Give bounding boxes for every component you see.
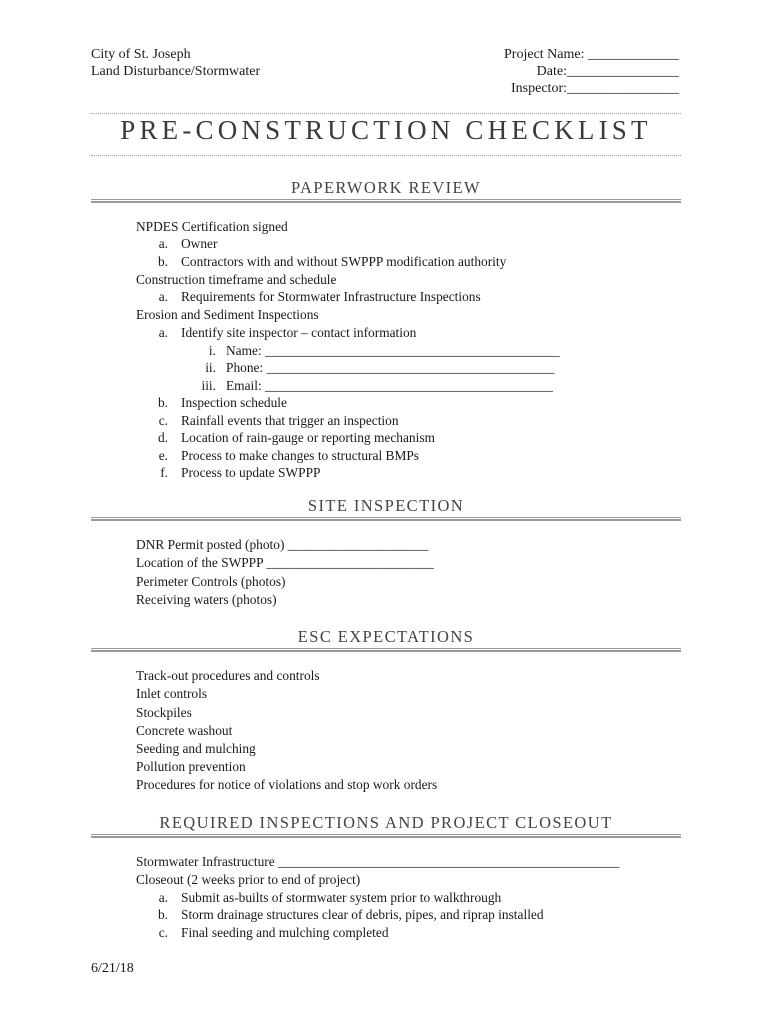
item-swppp-location: Location of the SWPPP _________________________ xyxy=(136,555,434,570)
marker-c: c. xyxy=(158,413,168,428)
marker-ii: ii. xyxy=(205,360,216,375)
item-dnr-permit: DNR Permit posted (photo) _____________________ xyxy=(136,537,429,552)
marker-a: a. xyxy=(158,236,168,251)
marker-b: b. xyxy=(157,254,168,269)
subitem-owner: Owner xyxy=(181,236,218,251)
date-field: Date:________________ xyxy=(536,64,679,79)
marker-a: a. xyxy=(158,890,168,905)
marker-b: b. xyxy=(157,395,168,410)
item-pollution-prevention: Pollution prevention xyxy=(136,759,246,774)
section-title-closeout: REQUIRED INSPECTIONS AND PROJECT CLOSEOUT xyxy=(159,813,613,832)
section-rule-esc xyxy=(91,648,681,652)
item-violations: Procedures for notice of violations and stop work orders xyxy=(136,777,438,792)
marker-d: d. xyxy=(157,430,168,445)
subitem-contractors: Contractors with and without SWPPP modification authority xyxy=(181,254,507,269)
department-name: Land Disturbance/Stormwater xyxy=(91,64,261,79)
subitem-bmp-changes: Process to make changes to structural BMPs xyxy=(181,448,420,463)
item-concrete-washout: Concrete washout xyxy=(136,723,233,738)
subitem-final-seeding: Final seeding and mulching completed xyxy=(181,925,389,940)
marker-b: b. xyxy=(157,907,168,922)
section-title-esc: ESC EXPECTATIONS xyxy=(297,627,475,646)
item-stockpiles: Stockpiles xyxy=(136,705,192,720)
section-rule-paperwork xyxy=(91,199,681,203)
subitem-storm-drainage: Storm drainage structures clear of debris, pipes, and riprap installed xyxy=(181,907,544,922)
item-closeout: Closeout (2 weeks prior to end of project) xyxy=(136,872,361,887)
marker-a: a. xyxy=(158,289,168,304)
subitem-as-builts: Submit as-builts of stormwater system prior to walkthrough xyxy=(181,890,502,905)
page-title: PRE-CONSTRUCTION CHECKLIST xyxy=(120,115,652,145)
section-title-paperwork: PAPERWORK REVIEW xyxy=(290,178,481,197)
header-right xyxy=(504,46,679,97)
marker-f: f. xyxy=(160,465,168,480)
footer-date: 6/21/18 xyxy=(91,961,134,976)
marker-c: c. xyxy=(158,925,168,940)
subitem-rain-gauge: Location of rain-gauge or reporting mechanism xyxy=(181,430,435,445)
inspector-phone-field: Phone: ___________________________________________ xyxy=(226,360,555,375)
item-erosion: Erosion and Sediment Inspections xyxy=(136,307,319,322)
item-stormwater-infrastructure: Stormwater Infrastructure ___________________________________________________ xyxy=(136,854,620,869)
subitem-inspection-schedule: Inspection schedule xyxy=(181,395,287,410)
subitem-infrastructure-requirements: Requirements for Stormwater Infrastructure Inspections xyxy=(181,289,481,304)
inspector-email-field: Email: ___________________________________________ xyxy=(226,378,553,393)
item-seeding: Seeding and mulching xyxy=(136,741,256,756)
item-timeframe: Construction timeframe and schedule xyxy=(136,272,337,287)
section-rule-closeout xyxy=(91,834,681,838)
section-rule-site xyxy=(91,517,681,521)
subitem-site-inspector: Identify site inspector – contact information xyxy=(181,325,417,340)
section-title-site: SITE INSPECTION xyxy=(307,496,465,515)
item-receiving-waters: Receiving waters (photos) xyxy=(136,592,277,607)
subitem-rainfall-events: Rainfall events that trigger an inspection xyxy=(181,413,399,428)
city-name: City of St. Joseph xyxy=(91,47,191,62)
inspector-field: Inspector:________________ xyxy=(511,81,679,96)
marker-iii: iii. xyxy=(201,378,216,393)
title-top-rule xyxy=(91,113,681,114)
title-bottom-rule xyxy=(91,155,681,156)
subitem-update-swppp: Process to update SWPPP xyxy=(181,465,321,480)
item-track-out: Track-out procedures and controls xyxy=(136,668,320,683)
marker-i: i. xyxy=(208,343,216,358)
marker-a: a. xyxy=(158,325,168,340)
item-inlet-controls: Inlet controls xyxy=(136,686,208,701)
marker-e: e. xyxy=(158,448,168,463)
item-perimeter-controls: Perimeter Controls (photos) xyxy=(136,574,286,589)
project-name-field: Project Name: _____________ xyxy=(504,47,679,62)
item-npdes: NPDES Certification signed xyxy=(136,219,288,234)
header-left xyxy=(91,46,260,80)
inspector-name-field: Name: ____________________________________________ xyxy=(226,343,560,358)
